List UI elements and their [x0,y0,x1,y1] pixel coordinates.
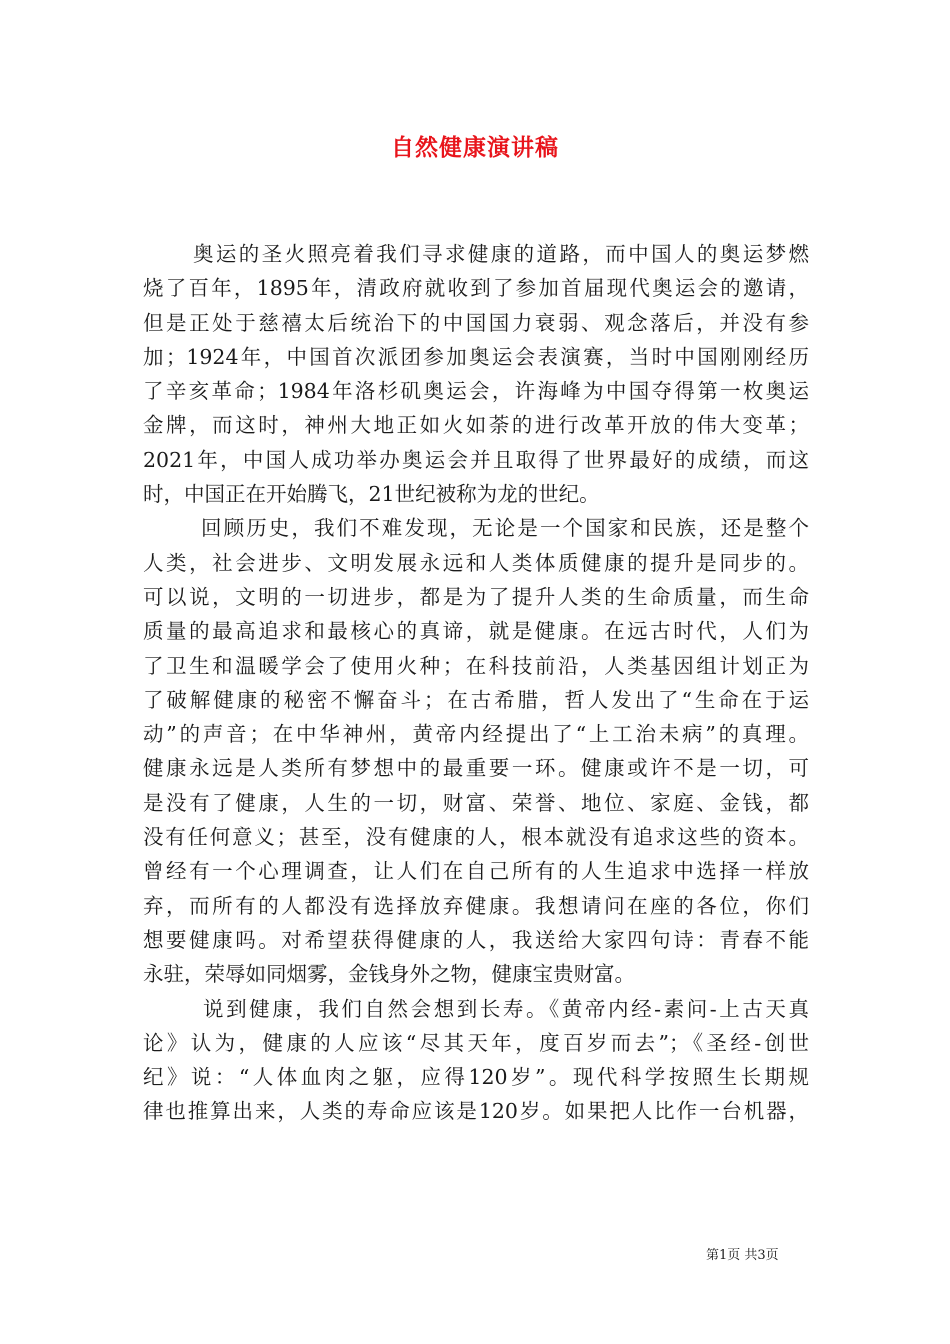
text-line: 了辛亥革命；1984年洛杉矶奥运会，许海峰为中国夺得第一枚奥运 [143,379,809,404]
text-line: 质量的最高追求和最核心的真谛，就是健康。在远古时代，人们为 [143,619,809,644]
text-line: 回顾历史，我们不难发现，无论是一个国家和民族，还是整个 [201,516,809,541]
text-line: 加；1924年，中国首次派团参加奥运会表演赛，当时中国刚刚经历 [143,344,809,369]
text-line: 永驻，荣辱如同烟雾，金钱身外之物，健康宝贵财富。 [143,962,635,987]
text-line: 弃，而所有的人都没有选择放弃健康。我想请问在座的各位，你们 [143,893,809,918]
document-body [143,237,809,1129]
page-number: 第1页 共3页 [706,1248,779,1263]
text-line: 纪》说：“人体血肉之躯，应得120岁”。现代科学按照生长期规 [143,1065,809,1090]
text-line: 论》认为，健康的人应该“尽其天年，度百岁而去”；《圣经-创世 [143,1030,809,1055]
text-line: 曾经有一个心理调查，让人们在自己所有的人生追求中选择一样放 [143,859,809,884]
paragraph [143,992,809,1129]
text-line: 动”的声音；在中华神州，黄帝内经提出了“上工治未病”的真理。 [143,722,809,747]
text-line: 健康永远是人类所有梦想中的最重要一环。健康或许不是一切，可 [143,756,809,781]
text-line: 奥运的圣火照亮着我们寻求健康的道路，而中国人的奥运梦燃 [193,242,809,266]
text-line: 是没有了健康，人生的一切，财富、荣誉、地位、家庭、金钱，都 [143,790,809,815]
page-title: 自然健康演讲稿 [391,135,559,161]
text-line: 了卫生和温暖学会了使用火种；在科技前沿，人类基因组计划正为 [143,653,809,678]
text-line: 说到健康，我们自然会想到长寿。《黄帝内经-素问-上古天真 [203,996,809,1021]
text-line: 没有任何意义；甚至，没有健康的人，根本就没有追求这些的资本。 [143,825,809,850]
paragraph [143,511,809,991]
text-line: 2021年，中国人成功举办奥运会并且取得了世界最好的成绩，而这 [143,447,809,472]
text-line: 但是正处于慈禧太后统治下的中国国力衰弱、观念落后，并没有参 [143,310,809,335]
paragraph [143,237,809,511]
text-line: 想要健康吗。对希望获得健康的人，我送给大家四句诗：青春不能 [143,927,809,952]
text-line: 律也推算出来，人类的寿命应该是120岁。如果把人比作一台机器， [143,1099,809,1124]
text-line: 金牌，而这时，神州大地正如火如荼的进行改革开放的伟大变革； [143,413,809,438]
text-line: 人类，社会进步、文明发展永远和人类体质健康的提升是同步的。 [143,550,809,575]
text-line: 时，中国正在开始腾飞，21世纪被称为龙的世纪。 [143,482,600,507]
text-line: 烧了百年，1895年，清政府就收到了参加首届现代奥运会的邀请， [143,276,809,301]
text-line: 可以说，文明的一切进步，都是为了提升人类的生命质量，而生命 [143,584,809,609]
text-line: 了破解健康的秘密不懈奋斗；在古希腊，哲人发出了“生命在于运 [143,687,809,712]
